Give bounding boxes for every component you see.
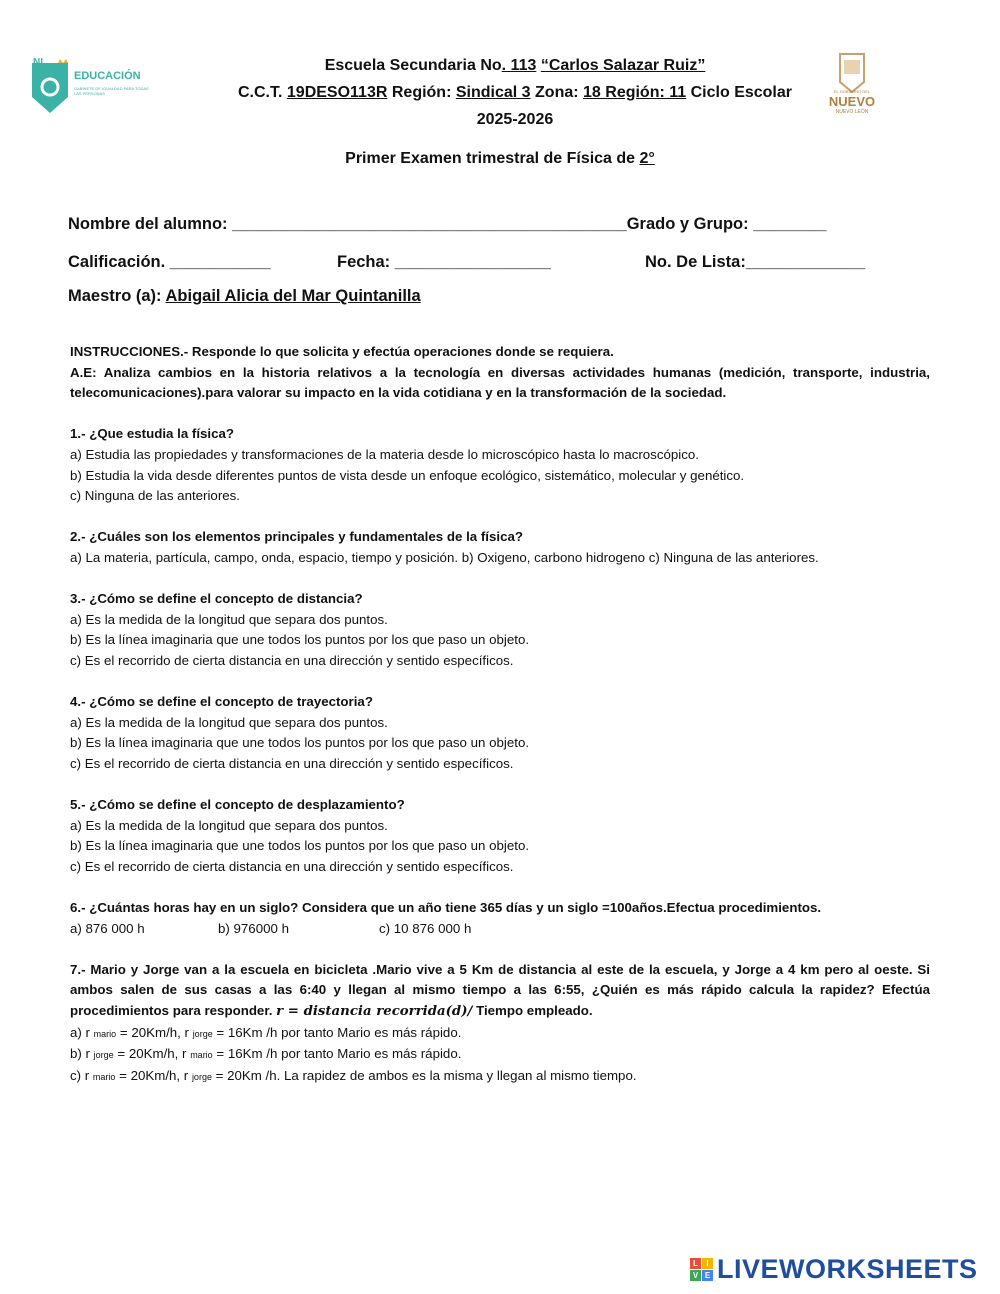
option-text: = 20Km/h, r	[119, 1024, 189, 1040]
subscript: mario	[92, 1071, 116, 1082]
option-c[interactable]: c) Es el recorrido de cierta distancia en una dirección y sentido específicos.	[70, 858, 514, 874]
option-text: a) r	[70, 1024, 90, 1040]
cct-label: C.C.T.	[237, 84, 283, 101]
question-5	[70, 795, 930, 877]
option-b[interactable]: b) Es la línea imaginaria que une todos los puntos por los que paso un objeto.	[70, 632, 530, 648]
option-c[interactable]: c) Es el recorrido de cierta distancia en una dirección y sentido específicos.	[70, 755, 514, 771]
option-b[interactable]: b) 976000 h	[218, 920, 289, 936]
badge-letter: L	[690, 1258, 701, 1269]
option-text: b) r	[70, 1046, 90, 1062]
question-body: 7.- Mario y Jorge van a la escuela en bicicleta .Mario vive a 5 Km de distancia al este de la escuela, y Jorge a 4 km pero al oeste. Si ambos salen de sus casas a las 6:40 y llegan al mismo tiempo a las 6:55, ¿Quién es más rápido calcula la rapidez? Efectúa procedimientos para responder.	[70, 961, 930, 1018]
question-4	[70, 692, 930, 774]
subscript: mario	[190, 1050, 213, 1061]
question-6	[70, 898, 930, 939]
region-label: Región:	[391, 84, 452, 101]
options-inline	[70, 919, 930, 940]
list-number-field[interactable]: No. De Lista:_____________	[645, 253, 866, 271]
question-3	[70, 589, 930, 671]
question-text	[70, 960, 930, 1023]
school-name: “Carlos Salazar Ruiz”	[540, 57, 706, 74]
badge-letter: E	[702, 1270, 713, 1281]
education-text: EDUCACIÓN	[74, 70, 141, 82]
question-text: 6.- ¿Cuántas horas hay en un siglo? Considera que un año tiene 365 días y un siglo =100años.Efectua procedimientos.	[70, 900, 822, 916]
nuevo-leon-text: NUEVO LEÓN	[835, 109, 869, 115]
option-a[interactable]: a) Estudia las propiedades y transformaciones de la materia desde lo microscópico hasta lo macroscópico.	[70, 446, 699, 462]
question-text: 5.- ¿Cómo se define el concepto de desplazamiento?	[70, 797, 405, 813]
teacher-name: Abigail Alicia del Mar Quintanilla	[165, 287, 421, 305]
ciclo-label: Ciclo Escolar	[690, 84, 792, 101]
question-1	[70, 424, 930, 506]
gov-text: EL GOBIERNO DEL	[833, 89, 871, 94]
education-tagline: GABINETE DE IGUALDAD PARA TODAS LAS PERSONAS	[74, 86, 149, 96]
instructions: INSTRUCCIONES.- Responde lo que solicita y efectúa operaciones donde se requiera.	[70, 344, 614, 359]
option-b[interactable]	[70, 1044, 930, 1066]
nl-mark: NL	[33, 57, 47, 68]
school-header	[200, 52, 830, 133]
education-logo	[30, 57, 160, 117]
option-b[interactable]: b) Es la línea imaginaria que une todos los puntos por los que paso un objeto.	[70, 838, 530, 854]
question-text: 1.- ¿Que estudia la física?	[70, 426, 235, 442]
subscript: jorge	[192, 1028, 213, 1039]
option-text: = 20Km/h, r	[117, 1046, 187, 1062]
exam-title	[0, 150, 1000, 168]
coat-of-arms-icon	[822, 50, 882, 94]
option-c[interactable]: c) Es el recorrido de cierta distancia en una dirección y sentido específicos.	[70, 652, 514, 668]
question-7	[70, 960, 930, 1088]
ciclo-value: 2025-2026	[476, 111, 554, 128]
zona-value: 18 Región: 11	[583, 84, 687, 101]
school-prefix: Escuela Secundaria No	[324, 57, 502, 74]
option-text: = 16Km /h por tanto Mario es más rápido.	[216, 1046, 462, 1062]
option-a[interactable]: a) Es la medida de la longitud que separa dos puntos.	[70, 611, 388, 627]
badge-letter: I	[702, 1258, 713, 1269]
liveworksheets-badge-icon	[690, 1258, 713, 1281]
region-value: Sindical 3	[455, 84, 531, 101]
option-c[interactable]: c) Ninguna de las anteriores.	[70, 488, 240, 504]
option-b[interactable]: b) Estudia la vida desde diferentes puntos de vista desde un enfoque ecológico, sistemático, molecular y genético.	[70, 467, 745, 483]
date-field[interactable]: Fecha: _________________	[337, 253, 551, 271]
question-2	[70, 527, 930, 568]
exam-title-text: Primer Examen trimestral de Física de	[345, 150, 636, 167]
subscript: jorge	[191, 1071, 212, 1082]
subscript: mario	[93, 1028, 117, 1039]
option-c[interactable]: c) 10 876 000 h	[379, 920, 472, 936]
option-c[interactable]	[70, 1066, 930, 1088]
option-text: c) r	[70, 1067, 90, 1083]
options-inline[interactable]: a) La materia, partícula, campo, onda, espacio, tiempo y posición. b) Oxigeno, carbono hidrogeno c) Ninguna de las anteriores.	[70, 549, 819, 565]
question-text: 2.- ¿Cuáles son los elementos principales y fundamentales de la física?	[70, 529, 523, 545]
option-a[interactable]: a) 876 000 h	[70, 920, 145, 936]
nuevo-text: NUEVO	[828, 94, 876, 109]
formula-tail: Tiempo empleado.	[476, 1003, 593, 1018]
student-name-field[interactable]: Nombre del alumno: ___________________________________________Grado y Grupo: ________	[68, 215, 827, 233]
teacher-row	[68, 287, 421, 306]
teacher-label: Maestro (a):	[68, 287, 162, 305]
cct-value: 19DESO113R	[286, 84, 388, 101]
speed-formula: r = distancia recorrida(d)/	[276, 1004, 473, 1019]
option-text: = 16Km /h por tanto Mario es más rápido.	[216, 1024, 462, 1040]
option-a[interactable]	[70, 1023, 930, 1045]
option-text: = 20Km/h, r	[119, 1067, 189, 1083]
exam-grade: 2°	[639, 150, 655, 167]
grade-field[interactable]: Calificación. ___________	[68, 253, 271, 271]
option-text: = 20Km /h. La rapidez de ambos es la misma y llegan al mismo tiempo.	[215, 1067, 637, 1083]
option-b[interactable]: b) Es la línea imaginaria que une todos los puntos por los que paso un objeto.	[70, 735, 530, 751]
liveworksheets-logo-text: LIVEWORKSHEETS	[717, 1253, 978, 1284]
badge-letter: V	[690, 1270, 701, 1281]
school-number: . 113	[501, 57, 537, 74]
nuevo-leon-logo	[822, 50, 882, 120]
liveworksheets-brand	[690, 1254, 978, 1284]
question-text: 3.- ¿Cómo se define el concepto de distancia?	[70, 591, 363, 607]
question-text: 4.- ¿Cómo se define el concepto de trayectoria?	[70, 694, 373, 710]
zona-label: Zona:	[535, 84, 579, 101]
exam-content	[70, 342, 930, 1087]
option-a[interactable]: a) Es la medida de la longitud que separa dos puntos.	[70, 714, 388, 730]
learning-expectation: A.E: Analiza cambios en la historia relativos a la tecnología en diversas actividades humanas (medición, transporte, industria, telecomunicaciones).para valorar su impacto en la vida cotidiana y en la transformación de la sociedad.	[70, 364, 930, 401]
option-a[interactable]: a) Es la medida de la longitud que separa dos puntos.	[70, 817, 388, 833]
subscript: jorge	[93, 1050, 114, 1061]
